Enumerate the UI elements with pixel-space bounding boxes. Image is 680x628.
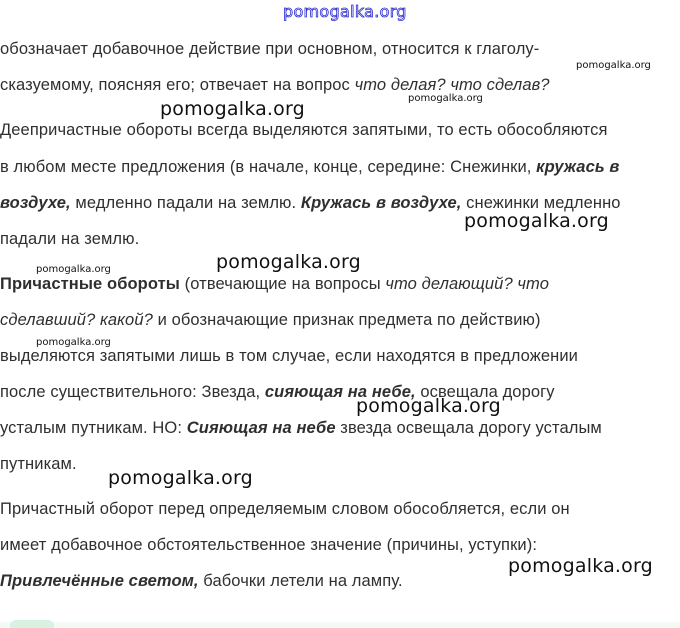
text-segment: снежинки медленно	[461, 194, 621, 212]
bottom-tab	[10, 620, 54, 628]
watermark: pomogalka.org	[508, 555, 653, 577]
watermark-small: pomogalka.org	[576, 60, 651, 71]
text-segment: звезда освещала дорогу усталым	[335, 419, 602, 437]
watermark: pomogalka.org	[160, 98, 305, 120]
text-line-1: обозначает добавочное действие при основном, относится к глаголу-	[0, 40, 540, 58]
watermark: pomogalka.org	[216, 251, 361, 273]
text-line-3: Деепричастные обороты всегда выделяются запятыми, то есть обособляются	[0, 121, 608, 139]
text-segment: усталым путникам. НО:	[0, 419, 187, 437]
watermark-small: pomogalka.org	[36, 264, 111, 275]
text-line-15	[0, 571, 403, 591]
text-segment-italic: что делающий? что	[385, 275, 549, 293]
text-line-11	[0, 418, 602, 438]
text-segment-bold-italic: воздухе,	[0, 194, 71, 212]
watermark: pomogalka.org	[464, 210, 609, 232]
text-segment: после существительного: Звезда,	[0, 383, 265, 401]
text-line-8	[0, 310, 541, 330]
text-segment-bold-italic: Сияющая на небе	[186, 419, 336, 437]
text-segment: и обозначающие признак предмета по действию)	[152, 311, 541, 329]
text-segment: медленно падали на землю.	[70, 194, 301, 212]
text-line-4	[0, 157, 620, 177]
text-segment: в любом месте предложения (в начале, конце, середине: Снежинки,	[0, 158, 537, 176]
text-segment-bold-italic: Кружась в воздухе,	[300, 194, 462, 212]
watermark-small: pomogalka.org	[408, 93, 483, 104]
text-line-9: выделяются запятыми лишь в том случае, если находятся в предложении	[0, 347, 578, 365]
text-line-13: Причастный оборот перед определяемым словом обособляется, если он	[0, 500, 570, 518]
text-line-12: путникам.	[0, 455, 77, 473]
text-segment-bold-italic: сияющая на небе,	[264, 383, 416, 401]
text-segment-bold-italic: Привлечённые светом,	[0, 572, 199, 590]
text-segment: сказуемому, поясняя его; отвечает на вопрос	[0, 76, 355, 94]
text-segment-bold-italic: кружась в	[536, 158, 620, 176]
text-segment: бабочки летели на лампу.	[198, 572, 403, 590]
text-segment-italic: делая? что сделав?	[390, 76, 550, 94]
watermark: pomogalka.org	[356, 395, 501, 417]
bottom-strip	[0, 622, 680, 628]
text-segment-italic: что	[354, 76, 391, 94]
text-segment: освещала дорогу	[415, 383, 555, 401]
watermark: pomogalka.org	[108, 467, 253, 489]
watermark-top: pomogalka.org	[283, 2, 407, 21]
text-line-6: падали на землю.	[0, 230, 140, 248]
text-segment-italic: сделавший? какой?	[0, 311, 153, 329]
watermark-small: pomogalka.org	[36, 337, 111, 348]
text-line-2	[0, 75, 550, 95]
text-segment-bold: Причастные обороты	[0, 275, 180, 293]
text-segment: (отвечающие на вопросы	[179, 275, 386, 293]
text-line-14: имеет добавочное обстоятельственное значение (причины, уступки):	[0, 536, 538, 554]
text-line-7	[0, 274, 549, 294]
